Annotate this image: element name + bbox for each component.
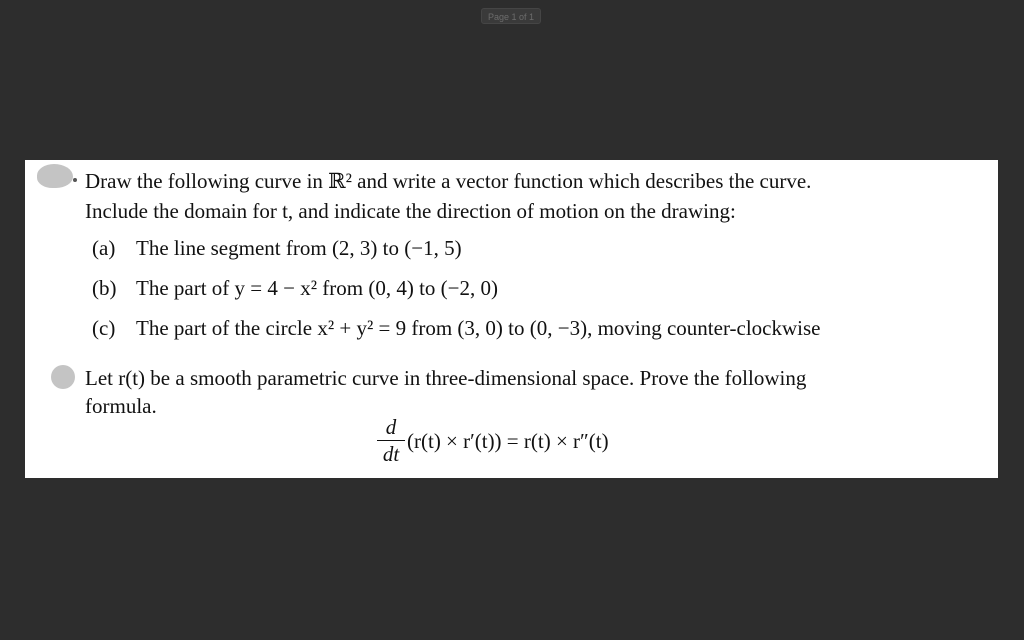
formula-body: (r(t) × r′(t)) = r(t) × r″(t) (407, 429, 609, 453)
item-a-label: (a) (92, 236, 116, 260)
page-indicator: Page 1 of 1 (481, 8, 541, 24)
item-c-text: The part of the circle x² + y² = 9 from (3, 0) to (0, −3), moving counter-clockwise (136, 316, 821, 340)
fraction-denominator: dt (382, 442, 400, 466)
document-page (25, 160, 998, 478)
fraction-numerator: d (385, 415, 397, 439)
item-b-text: The part of y = 4 − x² from (0, 4) to (−2, 0) (136, 276, 498, 300)
item-b-label: (b) (92, 276, 117, 300)
derivative-fraction (377, 416, 405, 465)
problem2-line2: formula. (85, 394, 157, 418)
redaction-mark (37, 164, 73, 188)
redaction-mark-2 (51, 365, 75, 389)
fraction-bar (377, 440, 405, 441)
problem1-line2: Include the domain for t, and indicate the direction of motion on the drawing: (85, 199, 736, 223)
problem1-line1: Draw the following curve in ℝ² and write a vector function which describes the curve. (85, 169, 812, 193)
item-c-label: (c) (92, 316, 116, 340)
item-a-text: The line segment from (2, 3) to (−1, 5) (136, 236, 462, 260)
bullet-dot (73, 178, 77, 182)
problem2-line1: Let r(t) be a smooth parametric curve in three-dimensional space. Prove the following (85, 366, 807, 390)
